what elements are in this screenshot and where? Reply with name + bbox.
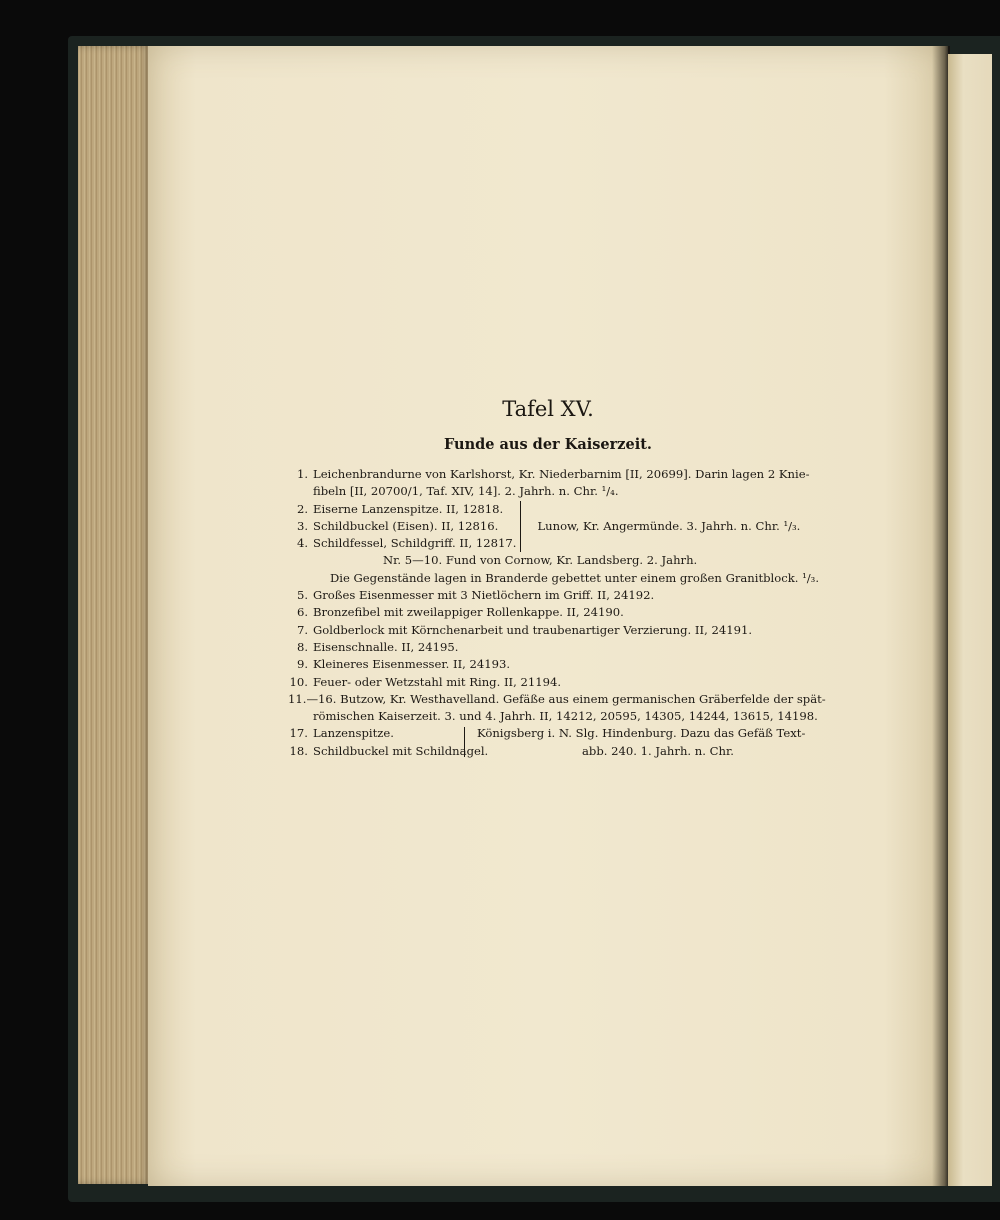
cornow-header: Nr. 5—10. Fund von Cornow, Kr. Landsberg. 2. Jahrh. xyxy=(383,553,698,568)
entry-5 xyxy=(288,587,833,604)
entry-1-line-1 xyxy=(288,466,833,483)
group-shared-text: Lunow, Kr. Angermünde. 3. Jahrh. n. Chr. ¹/₃. xyxy=(537,518,801,533)
entry-number: 4. xyxy=(296,536,308,551)
entry-text: Großes Eisenmesser mit 3 Nietlöchern im Griff. II, 24192. xyxy=(313,588,655,603)
entry-text: Schildbuckel mit Schildnagel. xyxy=(313,743,489,758)
entry-7 xyxy=(288,622,833,639)
entry-9 xyxy=(288,656,833,673)
entry-text: Butzow, Kr. Westhavelland. Gefäße aus einem germanischen Gräberfelde der spät- xyxy=(340,691,826,706)
entry-group-2-4 xyxy=(288,501,833,553)
entry-number: 11.—16. xyxy=(288,691,337,706)
entry-list xyxy=(288,466,833,760)
entry-number: 18. xyxy=(289,743,308,758)
entry-18 xyxy=(288,743,489,760)
entry-6 xyxy=(288,604,833,621)
entry-11-16-line-2: römischen Kaiserzeit. 3. und 4. Jahrh. II, 14212, 20595, 14305, 14244, 13615, 14198. xyxy=(313,709,818,724)
entry-2 xyxy=(288,501,516,518)
entry-text: Kleineres Eisenmesser. II, 24193. xyxy=(313,657,511,672)
entry-text: Feuer- oder Wetzstahl mit Ring. II, 21194. xyxy=(313,674,562,689)
entry-number: 17. xyxy=(289,726,308,741)
entry-number: 5. xyxy=(296,588,308,603)
plate-title: Tafel XV. xyxy=(502,397,594,421)
entry-number: 1. xyxy=(296,467,308,481)
entry-text: Lanzenspitze. xyxy=(313,726,394,741)
entry-number: 6. xyxy=(296,605,308,620)
entry-number: 3. xyxy=(296,518,308,533)
page-edges xyxy=(78,46,152,1184)
plate-subtitle: Funde aus der Kaiserzeit. xyxy=(444,436,652,453)
entry-3 xyxy=(288,518,516,535)
entry-8 xyxy=(288,639,833,656)
entry-text: Schildfessel, Schildgriff. II, 12817. xyxy=(313,536,517,551)
entry-text: Schildbuckel (Eisen). II, 12816. xyxy=(313,518,499,533)
entry-text: Leichenbrandurne von Karlshorst, Kr. Niederbarnim [II, 20699]. Darin lagen 2 Knie- xyxy=(313,467,810,481)
entry-number: 10. xyxy=(289,674,308,689)
entry-text: Eisenschnalle. II, 24195. xyxy=(313,639,459,654)
facing-page-edge xyxy=(948,54,992,1186)
entry-11-16-line-1 xyxy=(288,691,833,708)
entry-1-line-2: fibeln [II, 20700/1, Taf. XIV, 14]. 2. Jahrh. n. Chr. ¹/₄. xyxy=(313,484,619,499)
curly-brace xyxy=(464,727,471,757)
entry-number: 8. xyxy=(296,639,308,654)
entry-number: 7. xyxy=(296,622,308,637)
entry-group-17-18 xyxy=(288,725,833,760)
entry-text: Goldberlock mit Körnchenarbeit und traubenartiger Verzierung. II, 24191. xyxy=(313,622,753,637)
entry-number: 2. xyxy=(296,501,308,516)
entry-17 xyxy=(288,725,458,742)
curly-brace xyxy=(520,501,533,553)
entry-text: Eiserne Lanzenspitze. II, 12818. xyxy=(313,501,504,516)
entry-number: 9. xyxy=(296,657,308,672)
group-shared-text-line-2: abb. 240. 1. Jahrh. n. Chr. xyxy=(582,743,734,758)
entry-4 xyxy=(288,535,516,552)
group-shared-text-line-1: Königsberg i. N. Slg. Hindenburg. Dazu das Gefäß Text- xyxy=(477,726,806,741)
entry-10 xyxy=(288,674,833,691)
entry-text: Bronzefibel mit zweilappiger Rollenkappe. II, 24190. xyxy=(313,605,624,620)
cornow-note: Die Gegenstände lagen in Branderde gebettet unter einem großen Granitblock. ¹/₃. xyxy=(330,570,820,585)
